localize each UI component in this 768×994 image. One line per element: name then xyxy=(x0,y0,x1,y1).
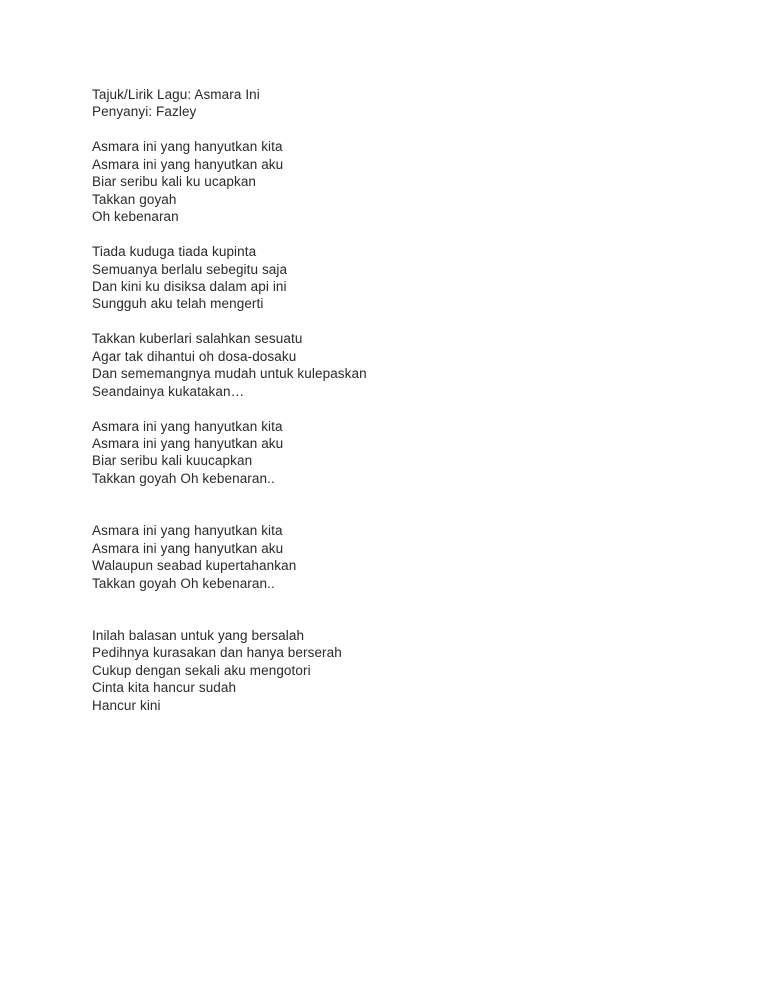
lyric-line: Dan sememangnya mudah untuk kulepaskan xyxy=(92,366,367,382)
lyrics-document xyxy=(92,86,712,714)
lyric-line: Cinta kita hancur sudah xyxy=(92,680,237,696)
lyric-line: Dan kini ku disiksa dalam api ini xyxy=(92,278,287,294)
lyric-line: Asmara ini yang hanyutkan kita xyxy=(92,139,283,155)
lyric-line: Sungguh aku telah mengerti xyxy=(92,296,264,312)
lyric-line: Asmara ini yang hanyutkan aku xyxy=(92,540,284,556)
song-artist-line: Penyanyi: Fazley xyxy=(92,104,197,120)
lyric-line: Biar seribu kali ku ucapkan xyxy=(92,174,257,190)
lyric-line: Asmara ini yang hanyutkan kita xyxy=(92,418,283,434)
lyric-line: Tiada kuduga tiada kupinta xyxy=(92,244,257,260)
stanza-3 xyxy=(92,330,712,400)
stanza-2 xyxy=(92,243,712,313)
lyric-line: Takkan kuberlari salahkan sesuatu xyxy=(92,331,303,347)
lyric-line: Semuanya berlalu sebegitu saja xyxy=(92,261,288,277)
lyric-line: Takkan goyah Oh kebenaran.. xyxy=(92,575,275,591)
lyric-line: Hancur kini xyxy=(92,697,161,713)
stanza-5 xyxy=(92,522,712,592)
lyric-line: Oh kebenaran xyxy=(92,209,179,225)
lyric-line: Agar tak dihantui oh dosa-dosaku xyxy=(92,348,297,364)
lyric-line: Takkan goyah Oh kebenaran.. xyxy=(92,470,275,486)
lyric-line: Pedihnya kurasakan dan hanya berserah xyxy=(92,645,342,661)
stanza-4 xyxy=(92,418,712,488)
lyric-line: Seandainya kukatakan… xyxy=(92,383,245,399)
stanza-1 xyxy=(92,138,712,225)
lyric-line: Biar seribu kali kuucapkan xyxy=(92,453,253,469)
lyric-line: Inilah balasan untuk yang bersalah xyxy=(92,627,305,643)
lyric-line: Asmara ini yang hanyutkan aku xyxy=(92,436,284,451)
song-title-line: Tajuk/Lirik Lagu: Asmara Ini xyxy=(92,87,260,102)
lyric-line: Cukup dengan sekali aku mengotori xyxy=(92,662,311,678)
lyric-line: Asmara ini yang hanyutkan aku xyxy=(92,156,284,172)
lyric-line: Asmara ini yang hanyutkan kita xyxy=(92,523,283,539)
lyric-line: Walaupun seabad kupertahankan xyxy=(92,558,297,574)
song-header xyxy=(92,86,712,121)
lyric-line: Takkan goyah xyxy=(92,191,177,207)
stanza-6 xyxy=(92,627,712,714)
